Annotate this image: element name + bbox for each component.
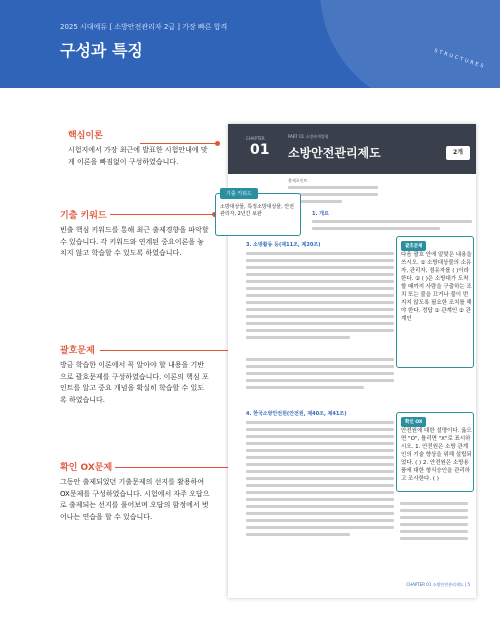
blank-section <box>60 343 210 406</box>
header-banner <box>0 0 500 88</box>
duties-lines <box>246 358 394 393</box>
keyword-leader-line <box>110 214 215 215</box>
structures-label: STRUCTURES <box>433 47 486 71</box>
keywords-label: 출제포인트 <box>288 178 308 183</box>
chapter-label: CHAPTER <box>246 136 265 141</box>
ox-quiz-text: 안전원에 대한 설명이다. 옳으면 "O", 틀리면 "X"로 표시하시오. 1. 안전원은 소방 관계인의 기술 향상을 위해 설립되었다. ( ) 2. 안전원은 소방용품에 대한 형식승인을 관리하고 조사한다. ( ) <box>401 428 472 482</box>
keyword-callout <box>215 193 301 236</box>
ox-quiz-tab: 확인 OX <box>401 417 426 427</box>
ox-title: 확인 OX문제 <box>60 463 113 473</box>
side-note-lines <box>400 502 468 544</box>
heading-activities: 3. 소방활동 등(제11조, 제20조) <box>246 242 321 248</box>
ox-body: 그동안 출제되었던 기출문제의 선지를 활용하여 OX문제를 구성하였습니다. 시험에서 자주 오답으로 출제되는 선지를 풀어보며 오답의 함정에서 벗어나는 연습을 할 수 있습니다. <box>60 478 210 521</box>
core-section <box>68 128 208 168</box>
blank-quiz-tab: 괄호문제 <box>401 241 426 251</box>
chapter-title: 소방안전관리제도 <box>288 146 381 160</box>
chapter-number: 01 <box>250 142 270 158</box>
keyword-callout-tab: 기출 키워드 <box>220 188 258 199</box>
core-title: 핵심이론 <box>68 131 103 141</box>
page-footer: CHAPTER 01 소방안전관리제도 | 5 <box>406 582 470 587</box>
heading-institute: 4. 한국소방안전원(안전원, 제40조, 제41조) <box>246 411 347 417</box>
frequency-badge: 2개 <box>446 146 470 160</box>
overview-lines <box>312 220 472 234</box>
institute-lines <box>246 421 394 540</box>
header-subtitle: 2025 시대에듀 [ 소방안전관리자 2급 ] 가장 빠른 합격 <box>60 23 228 31</box>
blank-quiz-text: 다음 괄호 안에 알맞은 내용을 쓰시오. ① 소방대상물의 소유자, 관리자, 점유자를 ( )이라 한다. ② ( )은 소방대가 도착할 때까지 사람을 구출하는 조치 또는 불을 끄거나 불이 번지지 않도록 필요한 조치를 해야 한다. 정답 ① 관계인 ② 관계인 <box>401 252 472 322</box>
keyword-body: 빈출 핵심 키워드를 통해 최근 출제경향을 파악할 수 있습니다. 각 키워드와 연계된 중요이론을 놓치지 않고 학습할 수 있도록 하였습니다. <box>60 226 209 257</box>
blank-title: 괄호문제 <box>60 346 95 356</box>
blank-body: 방금 학습한 이론에서 꼭 알아야 할 내용을 기반으로 괄호문제를 구성하였습니다. 이론의 핵심 포인트를 알고 중요 개념을 확실히 학습할 수 있도록 하였습니다. <box>60 361 209 404</box>
keywords-lines <box>288 186 378 207</box>
keyword-callout-text: 소방대상물, 특정소방대상물, 안전관리자, 2년간 보관 <box>220 204 294 217</box>
blank-quiz-box <box>396 236 474 368</box>
keyword-section <box>60 208 210 260</box>
ox-quiz-box <box>396 412 474 492</box>
ox-section <box>60 460 210 523</box>
part-label: PART 01 소방관계법령 <box>288 134 329 139</box>
heading-overview: 1. 개요 <box>312 211 329 217</box>
core-body: 시험지에서 가장 최근에 발표한 시험안내에 맞게 이론을 빠짐없이 구성하였습니다. <box>68 146 208 166</box>
header-curve <box>360 0 500 88</box>
page-title: 구성과 특징 <box>60 41 143 60</box>
page-head <box>228 124 476 174</box>
keyword-title: 기출 키워드 <box>60 211 107 221</box>
activities-lines <box>246 252 394 343</box>
core-leader-line <box>140 143 216 144</box>
